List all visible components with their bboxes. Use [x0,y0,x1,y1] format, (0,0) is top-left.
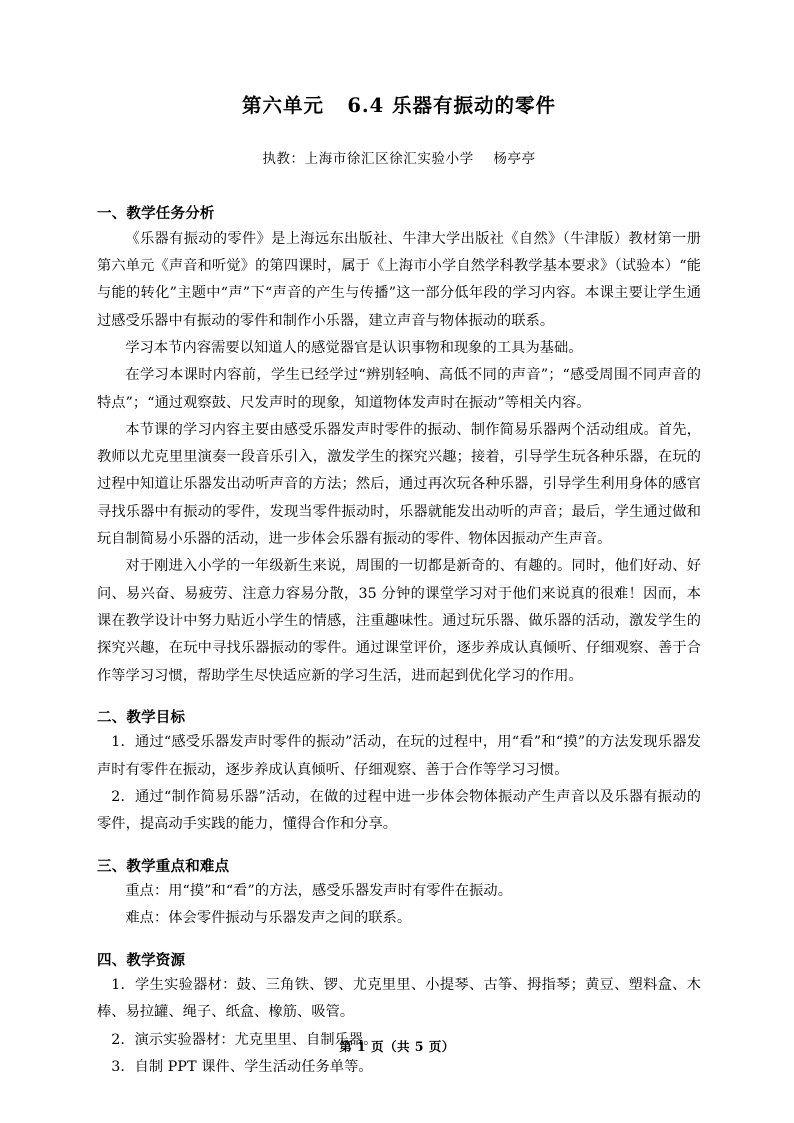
document-subtitle-instructor: 执教：上海市徐汇区徐汇实验小学 杨亭亭 [262,151,536,168]
section-heading-teaching-resources: 四、教学资源 [97,952,186,969]
list-item: 重点：用“摸”和“看”的方法，感受乐器发声时有零件在振动。 [125,882,512,899]
page-title: 第六单元 6.4 乐器有振动的零件 [241,94,557,117]
section-heading-key-and-difficult-points: 三、教学重点和难点 [97,858,230,875]
page-content-area [97,0,701,1081]
paragraph: 在学习本课时内容前，学生已经学过“辨别轻响、高低不同的声音”；“感受周围不同声音的特点”；“通过观察鼓、尺发声时的现象，知道物体发声时在振动”等相关内容。 [97,367,701,411]
paragraph: 《乐器有振动的零件》是上海远东出版社、牛津大学出版社《自然》（牛津版）教材第一册第六单元《声音和听觉》的第四课时，属于《上海市小学自然学科教学基本要求》（试验本）“能与能的转化”主题中“声”下“声音的产生与传播”这一部分低年段的学习内容。本课主要让学生通过感受乐器中有振动的零件和制作小乐器，建立声音与物体振动的联系。 [97,230,701,329]
section-heading-teaching-objectives: 二、教学目标 [97,709,186,726]
list-item: 2．演示实验器材：尤克里里、自制乐器。 [111,1031,378,1048]
page-number-footer: 第 1 页（共 5 页） [339,1039,455,1054]
list-item: 2．通过“制作简易乐器”活动，在做的过程中进一步体会物体振动产生声音以及乐器有振动的零件，提高动手实践的能力，懂得合作和分享。 [97,788,701,833]
paragraph: 本节课的学习内容主要由感受乐器发声时零件的振动、制作简易乐器两个活动组成。首先，教师以尤克里里演奏一段音乐引入，激发学生的探究兴趣；接着，引导学生玩各种乐器，在玩的过程中知道让乐器发出动听声音的方法；然后，通过再次玩各种乐器，引导学生利用身体的感官寻找乐器中有振动的零件，发现当零件振动时，乐器就能发出动听的声音；最后，学生通过做和玩自制简易小乐器的活动，进一步体会乐器有振动的零件、物体因振动产生声音。 [97,421,701,548]
paragraph: 对于刚进入小学的一年级新生来说，周围的一切都是新奇的、有趣的。同时，他们好动、好问、易兴奋、易疲劳、注意力容易分散，35 分钟的课堂学习对于他们来说真的很难！因而，本课在教学设计中努力贴近小学生的情感，注重趣味性。通过玩乐器、做乐器的活动，激发学生的探究兴趣，在玩中寻找乐器振动的零件。通过课堂评价，逐步养成认真倾听、仔细观察、善于合作等学习习惯，帮助学生尽快适应新的学习生活，进而起到优化学习的作用。 [97,558,701,684]
list-item: 1．通过“感受乐器发声时零件的振动”活动，在玩的过程中，用“看”和“摸”的方法发现乐器发声时有零件在振动，逐步养成认真倾听、仔细观察、善于合作等学习习惯。 [97,734,701,778]
list-item: 1．学生实验器材：鼓、三角铁、锣、尤克里里、小提琴、古筝、拇指琴；黄豆、塑料盒、木棒、易拉罐、绳子、纸盒、橡筋、吸管。 [97,977,701,1021]
list-item: 3．自制 PPT 课件、学生活动任务单等。 [111,1058,373,1075]
list-item: 难点：体会零件振动与乐器发声之间的联系。 [125,910,412,927]
section-heading-teaching-task-analysis: 一、教学任务分析 [97,206,215,223]
paragraph: 学习本节内容需要以知道人的感觉器官是认识事物和现象的工具为基础。 [125,340,583,356]
